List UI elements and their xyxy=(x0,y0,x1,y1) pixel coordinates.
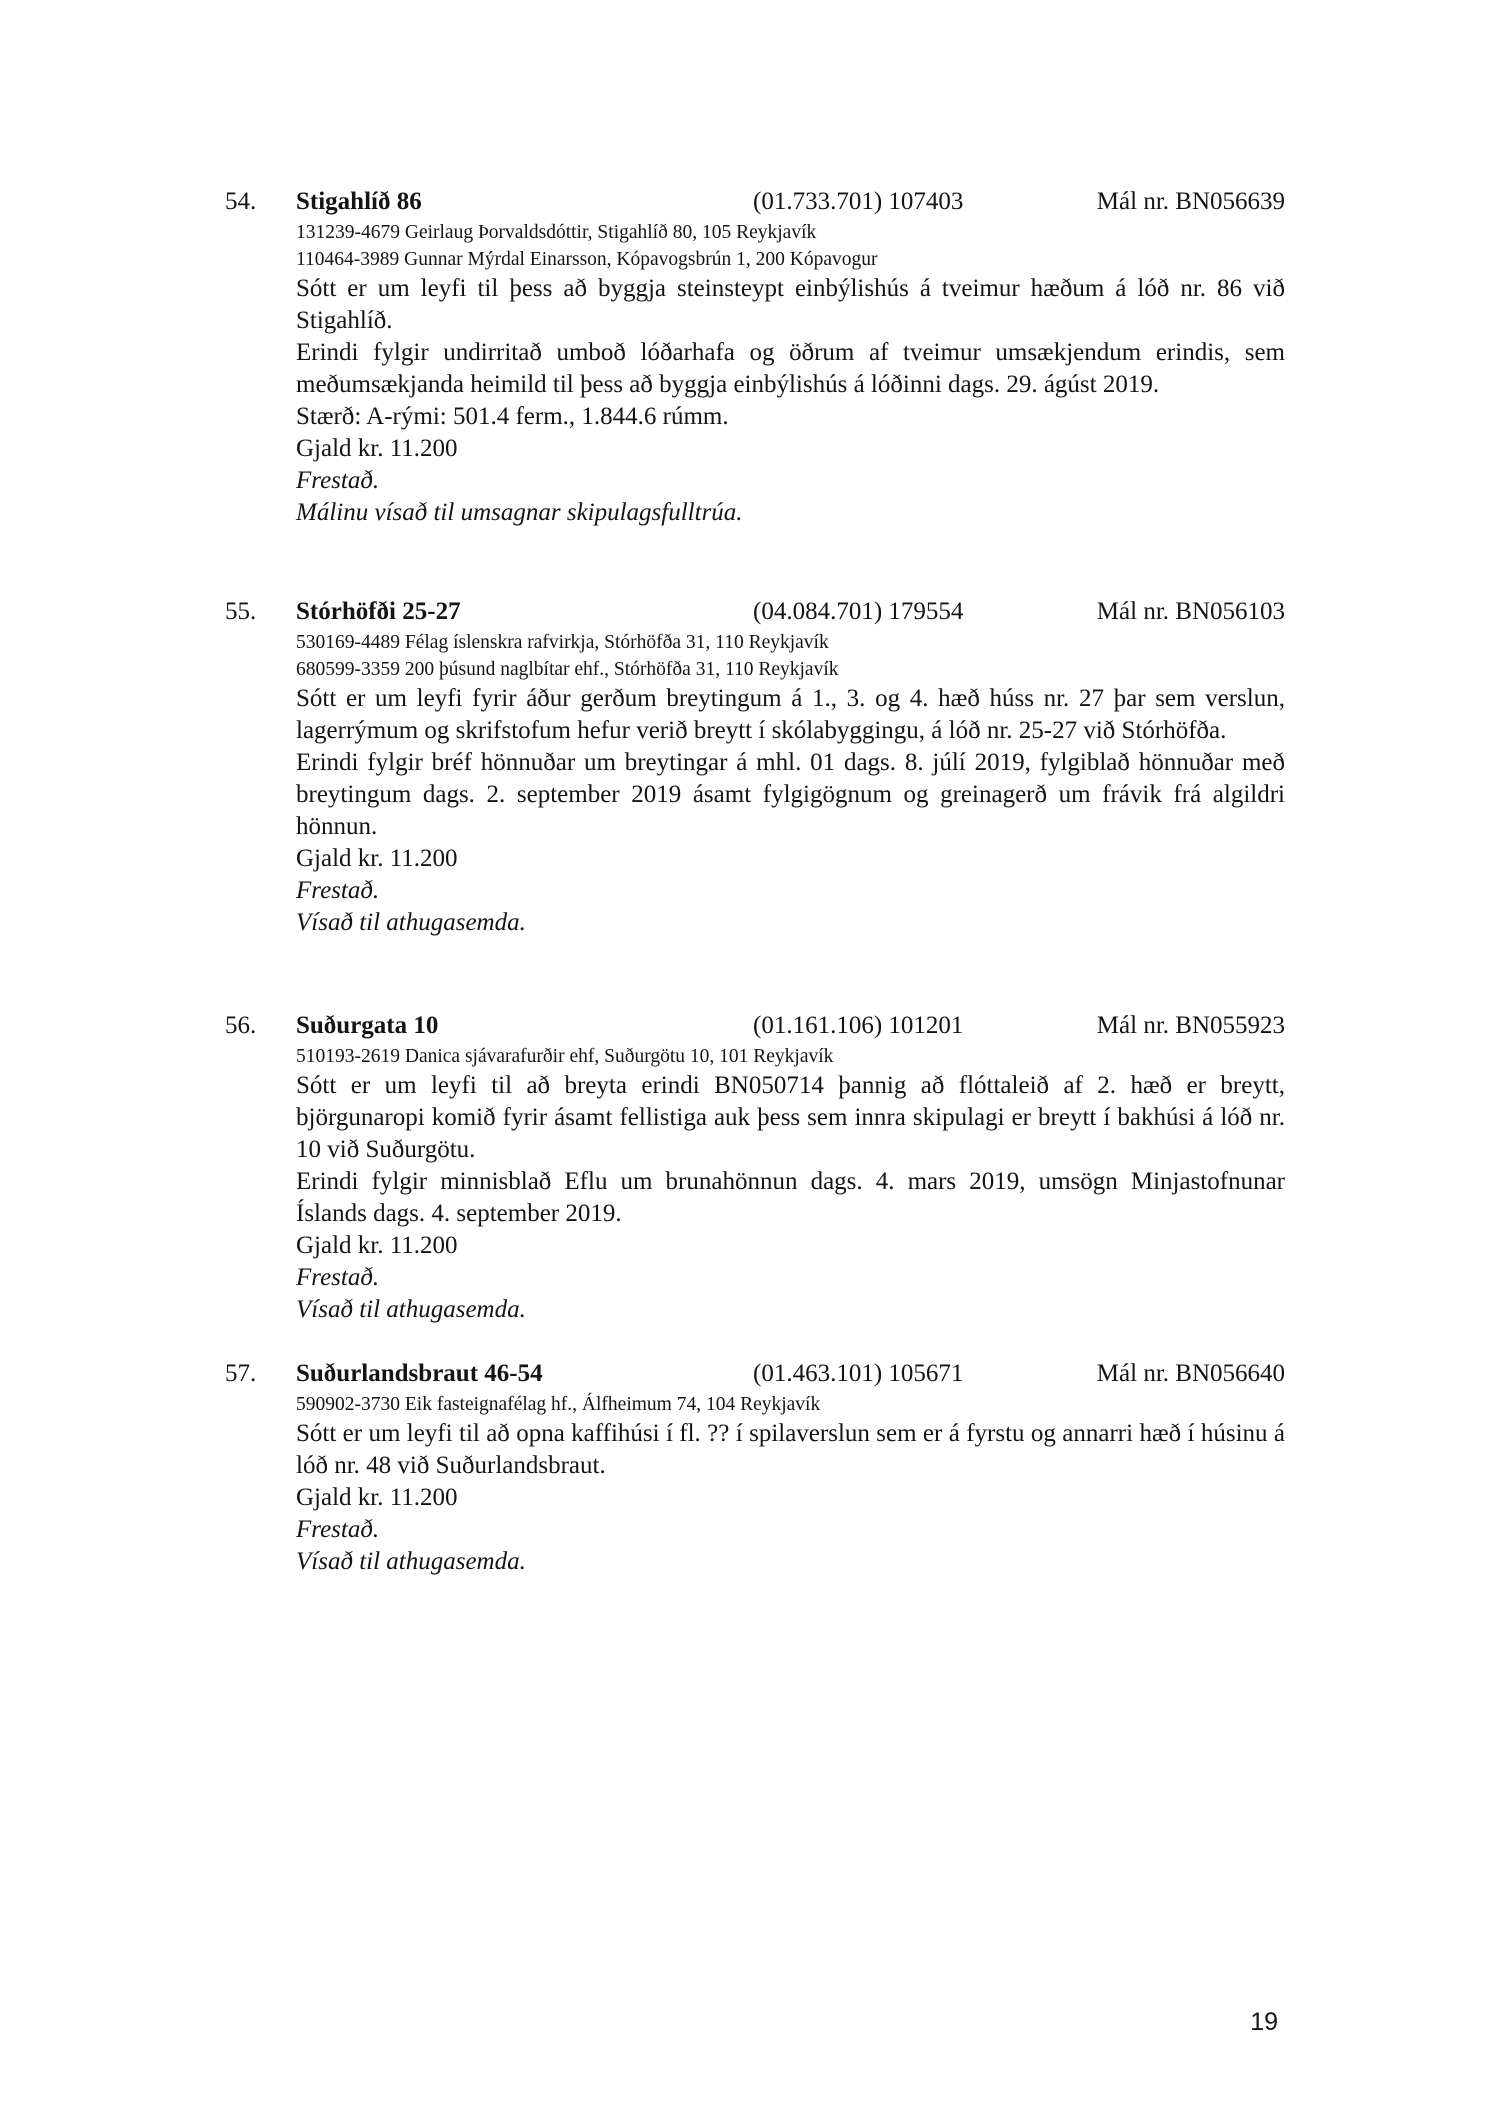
case-number: Mál nr. BN055923 xyxy=(1096,1012,1285,1039)
case-entry xyxy=(225,1356,1285,1578)
entry-body xyxy=(296,629,1285,939)
attachment-paragraph: Erindi fylgir bréf hönnuðar um breytingar á mhl. 01 dags. 8. júlí 2019, fylgiblað hönnuðar með breytingum dags. 2. september 2019 ásamt fylgigögnum og greinagerð um frávik frá algildri hönnun. xyxy=(296,749,1285,840)
property-address: Suðurgata 10 xyxy=(296,1012,439,1039)
entry-body xyxy=(296,1391,1285,1578)
page-number: 19 xyxy=(1250,2008,1278,2036)
case-entry xyxy=(225,184,1285,529)
note-line: Vísað til athugasemda. xyxy=(296,909,526,936)
land-code: (01.733.701) 107403 xyxy=(753,188,964,215)
applicant-line: 510193-2619 Danica sjávarafurðir ehf, Suðurgötu 10, 101 Reykjavík xyxy=(296,1046,834,1067)
description-paragraph: Sótt er um leyfi fyrir áður gerðum breytingum á 1., 3. og 4. hæð húss nr. 27 þar sem verslun, lagerrýmum og skrifstofum hefur verið breytt í skólabyggingu, á lóð nr. 25-27 við Stórhöfða. xyxy=(296,685,1285,744)
note-line: Vísað til athugasemda. xyxy=(296,1548,526,1575)
entry-header xyxy=(225,1356,1285,1391)
fee-line: Gjald kr. 11.200 xyxy=(296,845,458,872)
entry-number: 57. xyxy=(225,1360,257,1387)
attachment-paragraph: Erindi fylgir minnisblað Eflu um brunahönnun dags. 4. mars 2019, umsögn Minjastofnunar Íslands dags. 4. september 2019. xyxy=(296,1168,1285,1227)
size-line: Stærð: A-rými: 501.4 ferm., 1.844.6 rúmm. xyxy=(296,403,729,430)
entry-header xyxy=(225,1008,1285,1043)
land-code: (01.463.101) 105671 xyxy=(753,1360,964,1387)
case-number: Mál nr. BN056103 xyxy=(1096,598,1285,625)
entry-number: 56. xyxy=(225,1012,257,1039)
entry-header xyxy=(225,594,1285,629)
description-paragraph: Sótt er um leyfi til að opna kaffihúsi í fl. ?? í spilaverslun sem er á fyrstu og annarri hæð í húsinu á lóð nr. 48 við Suðurlandsbraut. xyxy=(296,1420,1285,1479)
applicant-line: 590902-3730 Eik fasteignafélag hf., Álfheimum 74, 104 Reykjavík xyxy=(296,1394,821,1415)
attachment-paragraph: Erindi fylgir undirritað umboð lóðarhafa og öðrum af tveimur umsækjendum erindis, sem meðumsækjanda heimild til þess að byggja einbýlishús á lóðinni dags. 29. ágúst 2019. xyxy=(296,339,1285,398)
entry-number: 55. xyxy=(225,598,257,625)
applicant-line: 530169-4489 Félag íslenskra rafvirkja, Stórhöfða 31, 110 Reykjavík xyxy=(296,632,829,653)
decision-line: Frestað. xyxy=(296,1516,380,1543)
case-number: Mál nr. BN056639 xyxy=(1096,188,1285,215)
land-code: (04.084.701) 179554 xyxy=(753,598,964,625)
decision-line: Frestað. xyxy=(296,467,380,494)
fee-line: Gjald kr. 11.200 xyxy=(296,1232,458,1259)
entry-body xyxy=(296,219,1285,529)
case-entry xyxy=(225,594,1285,939)
applicant-line: 110464-3989 Gunnar Mýrdal Einarsson, Kópavogsbrún 1, 200 Kópavogur xyxy=(296,249,878,270)
entry-number: 54. xyxy=(225,188,257,215)
applicant-line: 680599-3359 200 þúsund naglbítar ehf., Stórhöfða 31, 110 Reykjavík xyxy=(296,659,839,680)
decision-line: Frestað. xyxy=(296,877,380,904)
description-paragraph: Sótt er um leyfi til þess að byggja steinsteypt einbýlishús á tveimur hæðum á lóð nr. 86 við Stigahlíð. xyxy=(296,275,1285,334)
property-address: Suðurlandsbraut 46-54 xyxy=(296,1360,543,1387)
property-address: Stórhöfði 25-27 xyxy=(296,598,461,625)
entry-body xyxy=(296,1043,1285,1326)
fee-line: Gjald kr. 11.200 xyxy=(296,435,458,462)
land-code: (01.161.106) 101201 xyxy=(753,1012,964,1039)
case-number: Mál nr. BN056640 xyxy=(1096,1360,1285,1387)
note-line: Málinu vísað til umsagnar skipulagsfulltrúa. xyxy=(296,499,743,526)
case-entry xyxy=(225,1008,1285,1326)
entry-header xyxy=(225,184,1285,219)
property-address: Stigahlíð 86 xyxy=(296,188,422,215)
applicant-line: 131239-4679 Geirlaug Þorvaldsdóttir, Stigahlíð 80, 105 Reykjavík xyxy=(296,222,817,243)
description-paragraph: Sótt er um leyfi til að breyta erindi BN050714 þannig að flóttaleið af 2. hæð er breytt, björgunaropi komið fyrir ásamt fellistiga auk þess sem innra skipulagi er breytt í bakhúsi á lóð nr. 10 við Suðurgötu. xyxy=(296,1072,1285,1163)
note-line: Vísað til athugasemda. xyxy=(296,1296,526,1323)
decision-line: Frestað. xyxy=(296,1264,380,1291)
fee-line: Gjald kr. 11.200 xyxy=(296,1484,458,1511)
